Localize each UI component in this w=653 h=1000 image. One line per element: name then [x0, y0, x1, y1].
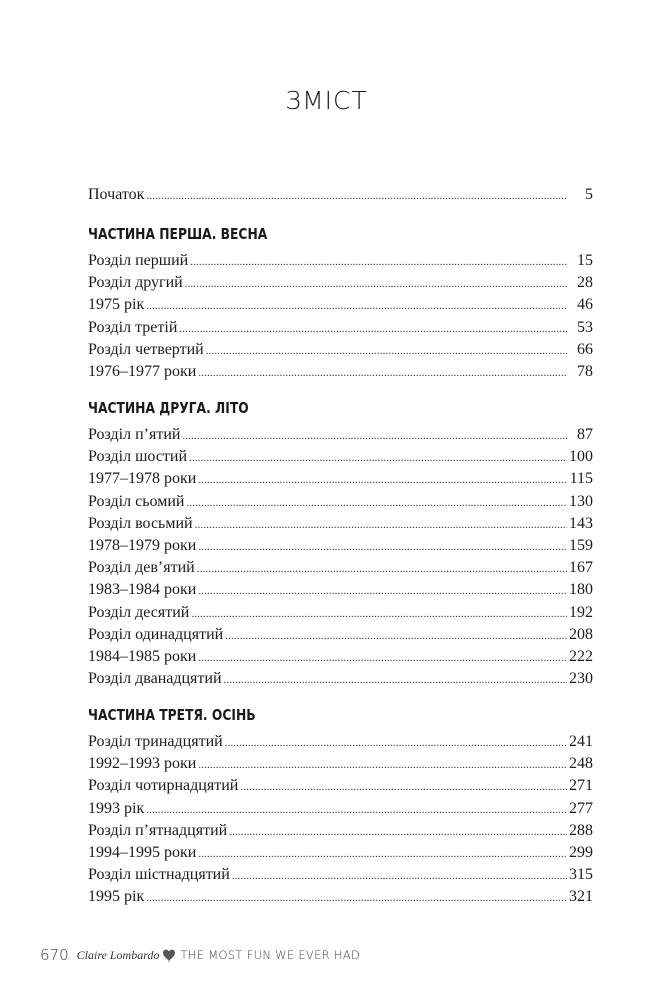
- dot-leader: [182, 425, 567, 446]
- toc-entry: [88, 842, 593, 864]
- toc-entry: [88, 557, 593, 579]
- toc-entry-label: 1993 рік: [88, 799, 145, 817]
- toc-entry-page: 167: [569, 559, 593, 577]
- toc-entry-page: 271: [569, 777, 593, 795]
- dot-leader: [186, 492, 567, 513]
- toc-entry-page: 130: [569, 492, 593, 510]
- toc-entry: [88, 579, 593, 601]
- toc-entry-page: 115: [569, 470, 593, 488]
- toc-entry-label: 1984–1985 роки: [88, 647, 197, 665]
- toc-entry-page: 299: [569, 843, 593, 861]
- toc-entry-page: 87: [577, 426, 593, 443]
- toc-entry-label: Розділ другий: [88, 274, 183, 292]
- toc-entry: [88, 250, 593, 272]
- toc-entry-label: Розділ восьмий: [88, 514, 193, 532]
- toc-entry: [88, 424, 593, 446]
- toc-entry: [88, 820, 593, 842]
- toc-entry-page: 248: [569, 755, 593, 773]
- toc-entry-page: 100: [569, 448, 593, 466]
- part-heading: ЧАСТИНА ТРЕТЯ. ОСІНЬ: [88, 706, 256, 724]
- toc-entry-page: 315: [569, 866, 593, 884]
- toc-entry-label: Розділ сьомий: [88, 492, 185, 510]
- dot-leader: [195, 514, 567, 535]
- toc-entry: [88, 317, 593, 339]
- toc-entry-label: Розділ шістнадцятий: [88, 866, 230, 884]
- toc-entry-label: 1975 рік: [88, 296, 145, 314]
- toc-entry-page: 66: [577, 340, 593, 358]
- toc-entry-label: 1983–1984 роки: [88, 581, 197, 599]
- toc-part-2: [88, 396, 593, 690]
- toc-entry-label: Розділ дев’ятий: [88, 559, 195, 577]
- toc-entry: [88, 864, 593, 886]
- toc-entry-label: Розділ чотирнадцятий: [88, 777, 239, 795]
- toc-entry-label: Розділ п’ятнадцятий: [88, 821, 228, 839]
- toc-entry-label: Розділ одинадцятий: [88, 625, 224, 643]
- toc-entry-page: 208: [569, 625, 593, 643]
- toc-entry-page: 159: [569, 536, 593, 554]
- dot-leader: [197, 558, 567, 579]
- toc-entry-page: 288: [569, 821, 593, 839]
- toc-entry: [88, 886, 593, 908]
- toc-entry-label: Розділ дванадцятий: [88, 670, 222, 688]
- dot-leader: [198, 469, 567, 490]
- toc-entry-page: 192: [569, 603, 593, 621]
- toc-intro: [88, 184, 593, 206]
- toc-entries: [88, 250, 593, 383]
- toc-entry: [88, 753, 593, 775]
- dot-leader: [189, 447, 567, 468]
- folio-page-number: 670: [40, 946, 69, 964]
- toc-entry-page: 53: [577, 318, 593, 336]
- dot-leader: [224, 669, 567, 690]
- dot-leader: [225, 732, 567, 753]
- toc-entry-page: 28: [577, 274, 593, 292]
- dot-leader: [232, 865, 567, 886]
- dot-leader: [240, 776, 567, 797]
- dot-leader: [191, 603, 567, 624]
- toc-entry-label: 1995 рік: [88, 888, 145, 906]
- part-heading: ЧАСТИНА ПЕРША. ВЕСНА: [88, 225, 268, 243]
- toc-entry-page: 143: [569, 514, 593, 532]
- dot-leader: [206, 340, 567, 361]
- toc-entry: [88, 446, 593, 468]
- footer-book-title: THE MOST FUN WE EVER HAD: [180, 948, 361, 962]
- toc-entry: [88, 294, 593, 316]
- toc-entry-label: 1994–1995 роки: [88, 843, 197, 861]
- toc-entry-page: 222: [569, 647, 593, 665]
- page-title: ЗМІСТ: [285, 86, 368, 115]
- toc-entry: [88, 491, 593, 513]
- toc-entry-page: 321: [569, 888, 593, 906]
- dot-leader: [146, 887, 567, 908]
- toc-entry: [88, 602, 593, 624]
- heart-leaf-icon: [162, 948, 176, 962]
- dot-leader: [146, 799, 567, 820]
- part-heading: ЧАСТИНА ДРУГА. ЛІТО: [88, 399, 249, 417]
- toc-entry-label: Початок: [88, 186, 145, 203]
- dot-leader: [225, 625, 567, 646]
- toc-entry: [88, 731, 593, 753]
- dot-leader: [146, 185, 567, 206]
- toc-entry-page: 180: [569, 581, 593, 599]
- toc-entry-page: 15: [577, 252, 593, 269]
- toc-entry-label: 1976–1977 роки: [88, 362, 197, 380]
- toc-entry: [88, 272, 593, 294]
- toc-entry: [88, 513, 593, 535]
- toc-entry-label: Розділ тринадцятий: [88, 733, 223, 750]
- dot-leader: [198, 754, 567, 775]
- toc-part-1: [88, 222, 593, 383]
- dot-leader: [198, 580, 567, 601]
- toc-entry-label: Розділ третій: [88, 318, 178, 336]
- toc-entry: [88, 775, 593, 797]
- dot-leader: [190, 251, 567, 272]
- toc-entry-page: 277: [569, 799, 593, 817]
- dot-leader: [198, 843, 567, 864]
- toc-entry-label: Розділ десятий: [88, 603, 190, 621]
- footer-author: Claire Lombardo: [76, 947, 160, 962]
- dot-leader: [146, 295, 567, 316]
- toc-entry: [88, 361, 593, 383]
- toc-entry-page: 46: [577, 296, 593, 314]
- toc-entry-page: 5: [585, 186, 593, 203]
- toc-entries: [88, 731, 593, 909]
- toc-entry-page: 230: [569, 670, 593, 688]
- dot-leader: [179, 318, 567, 339]
- toc-entry-label: 1978–1979 роки: [88, 536, 197, 554]
- toc-entry: [88, 535, 593, 557]
- toc-entry-label: Розділ п’ятий: [88, 426, 181, 443]
- toc-entry: [88, 184, 593, 206]
- toc-entry-label: Розділ четвертий: [88, 340, 204, 358]
- toc-entry: [88, 339, 593, 361]
- dot-leader: [185, 273, 567, 294]
- toc-entry-page: 78: [577, 362, 593, 380]
- toc-entry-label: 1992–1993 роки: [88, 755, 197, 773]
- toc-entry-label: Розділ перший: [88, 252, 189, 269]
- dot-leader: [198, 647, 567, 668]
- dot-leader: [198, 362, 567, 383]
- dot-leader: [229, 821, 567, 842]
- running-footer: [40, 944, 360, 966]
- toc-entry: [88, 798, 593, 820]
- toc-entry-page: 241: [569, 733, 593, 750]
- toc-entry: [88, 668, 593, 690]
- toc-entries: [88, 424, 593, 690]
- toc-entry: [88, 624, 593, 646]
- dot-leader: [198, 536, 567, 557]
- toc-part-3: [88, 703, 593, 909]
- toc-entry: [88, 468, 593, 490]
- toc-entry-label: Розділ шостий: [88, 448, 188, 466]
- toc-entry-label: 1977–1978 роки: [88, 470, 197, 488]
- toc-entry: [88, 646, 593, 668]
